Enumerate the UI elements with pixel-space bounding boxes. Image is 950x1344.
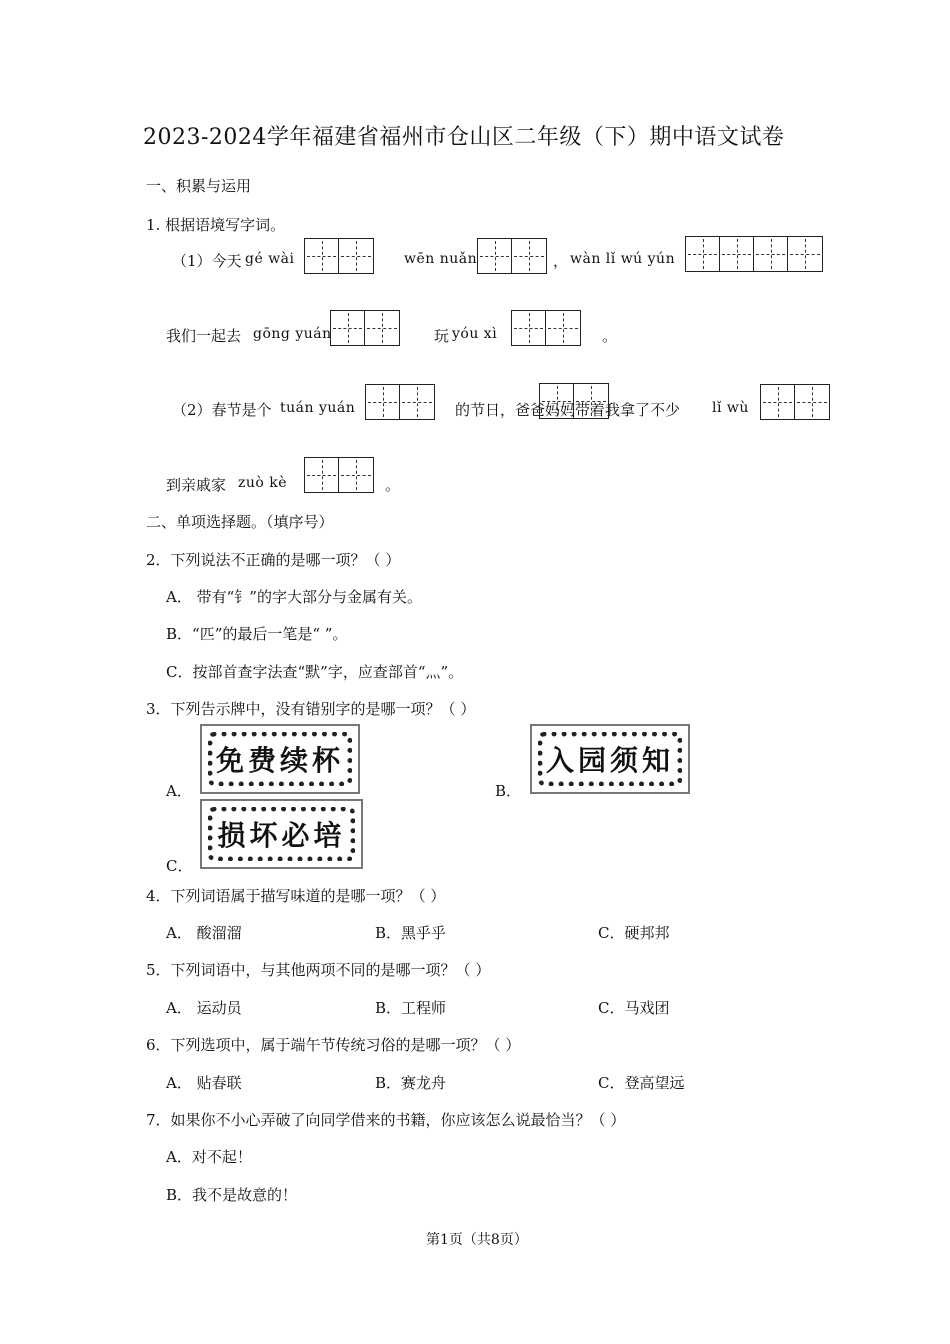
q5-stem: 5．下列词语中，与其他两项不同的是哪一项？（ ） [146, 961, 491, 979]
answer-boxes-wennuan[interactable] [477, 238, 547, 274]
pinyin-zuoke: zuò kè [238, 475, 288, 491]
pinyin-gewai: gé wài [245, 251, 295, 267]
q1-stem: 1. 根据语境写字词。 [146, 216, 286, 234]
q2-option-b[interactable]: B．“匹”的最后一笔是“ ”。 [166, 625, 348, 643]
q4-option-b[interactable]: B．黑乎乎 [375, 924, 447, 942]
q7-option-b[interactable]: B．我不是故意的！ [166, 1186, 298, 1204]
q2-option-c[interactable]: C．按部首查字法查“默”字，应查部首“灬”。 [166, 663, 464, 681]
q1-line3-mid: 的节日，爸爸妈妈带着我拿了不少 [455, 401, 681, 419]
sign-text-c: 损坏必培 [217, 819, 346, 852]
q3-option-c-label[interactable]: C． [166, 857, 193, 875]
q6-option-b[interactable]: B．赛龙舟 [375, 1074, 447, 1092]
page-title: 2023-2024学年福建省福州市仓山区二年级（下）期中语文试卷 [143, 125, 785, 150]
q2-option-a[interactable]: A． 带有“钅”的字大部分与金属有关。 [166, 588, 422, 606]
q1-line2-play: 玩 [434, 327, 450, 345]
answer-boxes-tuanyuan[interactable] [365, 384, 435, 420]
q1-line3-prefix: （2）春节是个 [172, 401, 272, 419]
section-heading-1: 一、积累与运用 [146, 177, 252, 195]
answer-boxes-youxi[interactable] [511, 310, 581, 346]
q4-option-c[interactable]: C．硬邦邦 [598, 924, 670, 942]
sign-image-a[interactable] [200, 724, 360, 794]
q6-stem: 6．下列选项中，属于端午节传统习俗的是哪一项？（ ） [146, 1036, 521, 1054]
pinyin-youxi: yóu xì [452, 326, 498, 342]
answer-boxes-gongyuan[interactable] [330, 310, 400, 346]
sign-text-b: 入园须知 [545, 744, 674, 777]
q5-option-a[interactable]: A． 运动员 [166, 999, 242, 1017]
q6-option-c[interactable]: C．登高望远 [598, 1074, 685, 1092]
pinyin-tuanyuan: tuán yuán [280, 400, 356, 416]
q6-option-a[interactable]: A． 贴春联 [166, 1074, 242, 1092]
section-heading-2: 二、单项选择题。（填序号） [146, 513, 334, 531]
pinyin-wanliwuyun: wàn lǐ wú yún [570, 251, 676, 267]
q3-option-a-label[interactable]: A． [166, 782, 192, 800]
pinyin-wennuan: wēn nuǎn [404, 251, 478, 267]
pinyin-liwu: lǐ wù [712, 400, 749, 416]
answer-boxes-gewai[interactable] [304, 238, 374, 274]
answer-boxes-overlay[interactable] [539, 383, 609, 419]
q3-stem: 3．下列告示牌中，没有错别字的是哪一项？（ ） [146, 700, 476, 718]
q1-line2-prefix: 我们一起去 [166, 327, 242, 345]
sign-image-c[interactable] [200, 799, 363, 869]
q7-option-a[interactable]: A．对不起！ [166, 1148, 252, 1166]
q2-stem: 2．下列说法不正确的是哪一项？（ ） [146, 551, 401, 569]
page-footer: 第1页（共8页） [426, 1232, 528, 1248]
sign-image-b[interactable] [530, 724, 690, 794]
q3-option-b-label[interactable]: B． [495, 782, 522, 800]
pinyin-gongyuan: gōng yuán [253, 326, 332, 342]
q5-option-b[interactable]: B．工程师 [375, 999, 447, 1017]
period: 。 [385, 476, 401, 494]
q1-line1-prefix: （1）今天 [172, 252, 242, 270]
q4-option-a[interactable]: A． 酸溜溜 [166, 924, 242, 942]
period: 。 [602, 327, 618, 345]
q7-stem: 7．如果你不小心弄破了向同学借来的书籍，你应该怎么说最恰当？（ ） [146, 1111, 626, 1129]
q1-line4-prefix: 到亲戚家 [166, 476, 227, 494]
answer-boxes-zuoke[interactable] [304, 457, 374, 493]
comma: ， [553, 252, 569, 270]
sign-text-a: 免费续杯 [215, 744, 344, 777]
q4-stem: 4．下列词语属于描写味道的是哪一项？（ ） [146, 887, 446, 905]
q5-option-c[interactable]: C．马戏团 [598, 999, 670, 1017]
answer-boxes-liwu[interactable] [760, 384, 830, 420]
answer-boxes-wanliwuyun[interactable] [685, 236, 823, 272]
